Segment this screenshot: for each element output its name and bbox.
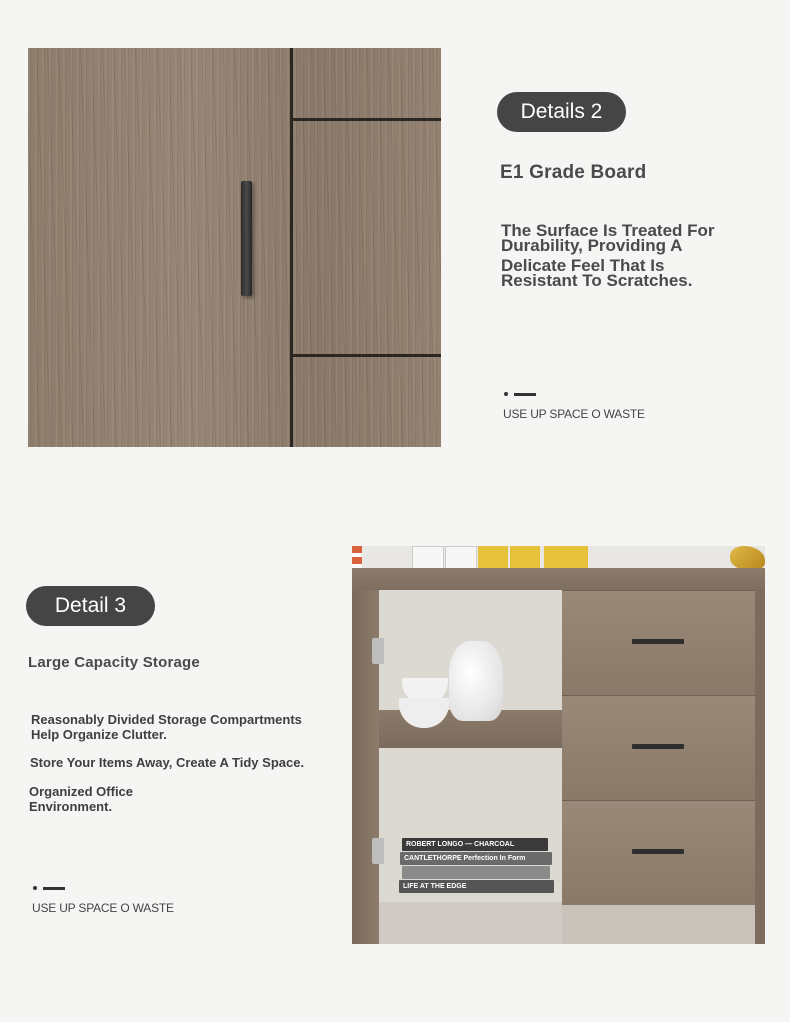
cabinet-base [379,902,562,944]
section-paragraph [29,784,229,814]
section-heading: Large Capacity Storage [28,654,200,671]
drawer-handle [632,639,684,644]
drawer [562,590,755,695]
panel-gap-lower [293,354,441,357]
cabinet-side [755,590,765,944]
description-line: The Surface Is Treated For [501,221,715,240]
book: LIFE AT THE EDGE [399,880,554,893]
drawer [562,800,755,905]
dot-dash-ornament [33,885,73,891]
drawer-handle [632,849,684,854]
white-pitcher [449,641,503,721]
section-paragraph [31,712,331,742]
door-gap [290,48,293,447]
details-badge: Detail 3 [26,586,155,626]
description-line: Resistant To Scratches. [501,271,693,290]
tagline: USE UP SPACE O WASTE [32,901,174,915]
panel-gap-upper [293,118,441,121]
tagline: USE UP SPACE O WASTE [503,407,645,421]
paragraph-line: Organized Office [29,784,134,799]
wood-door-closeup-image [28,48,441,447]
book: CANTLETHORPE Perfection In Form [400,852,552,865]
cabinet-photo [352,546,765,944]
section-paragraph: Store Your Items Away, Create A Tidy Space. [30,755,305,770]
section-heading: E1 Grade Board [500,162,647,183]
drawer [562,695,755,800]
cabinet-top [352,568,765,590]
hinge [372,838,384,864]
book [402,866,550,879]
dot-dash-ornament [504,391,544,397]
book: ROBERT LONGO — CHARCOAL [402,838,548,851]
hinge [372,638,384,664]
description-line: Delicate Feel That Is [501,256,665,275]
paragraph-line: Environment. [29,799,113,814]
paragraph-line: Help Organize Clutter. [31,727,167,742]
paragraph-line: Reasonably Divided Storage Compartments [31,712,302,727]
description-line: Durability, Providing A [501,236,683,255]
drawer-handle [632,744,684,749]
door-handle [241,181,252,296]
details-badge: Details 2 [497,92,626,132]
section-description [501,223,761,288]
